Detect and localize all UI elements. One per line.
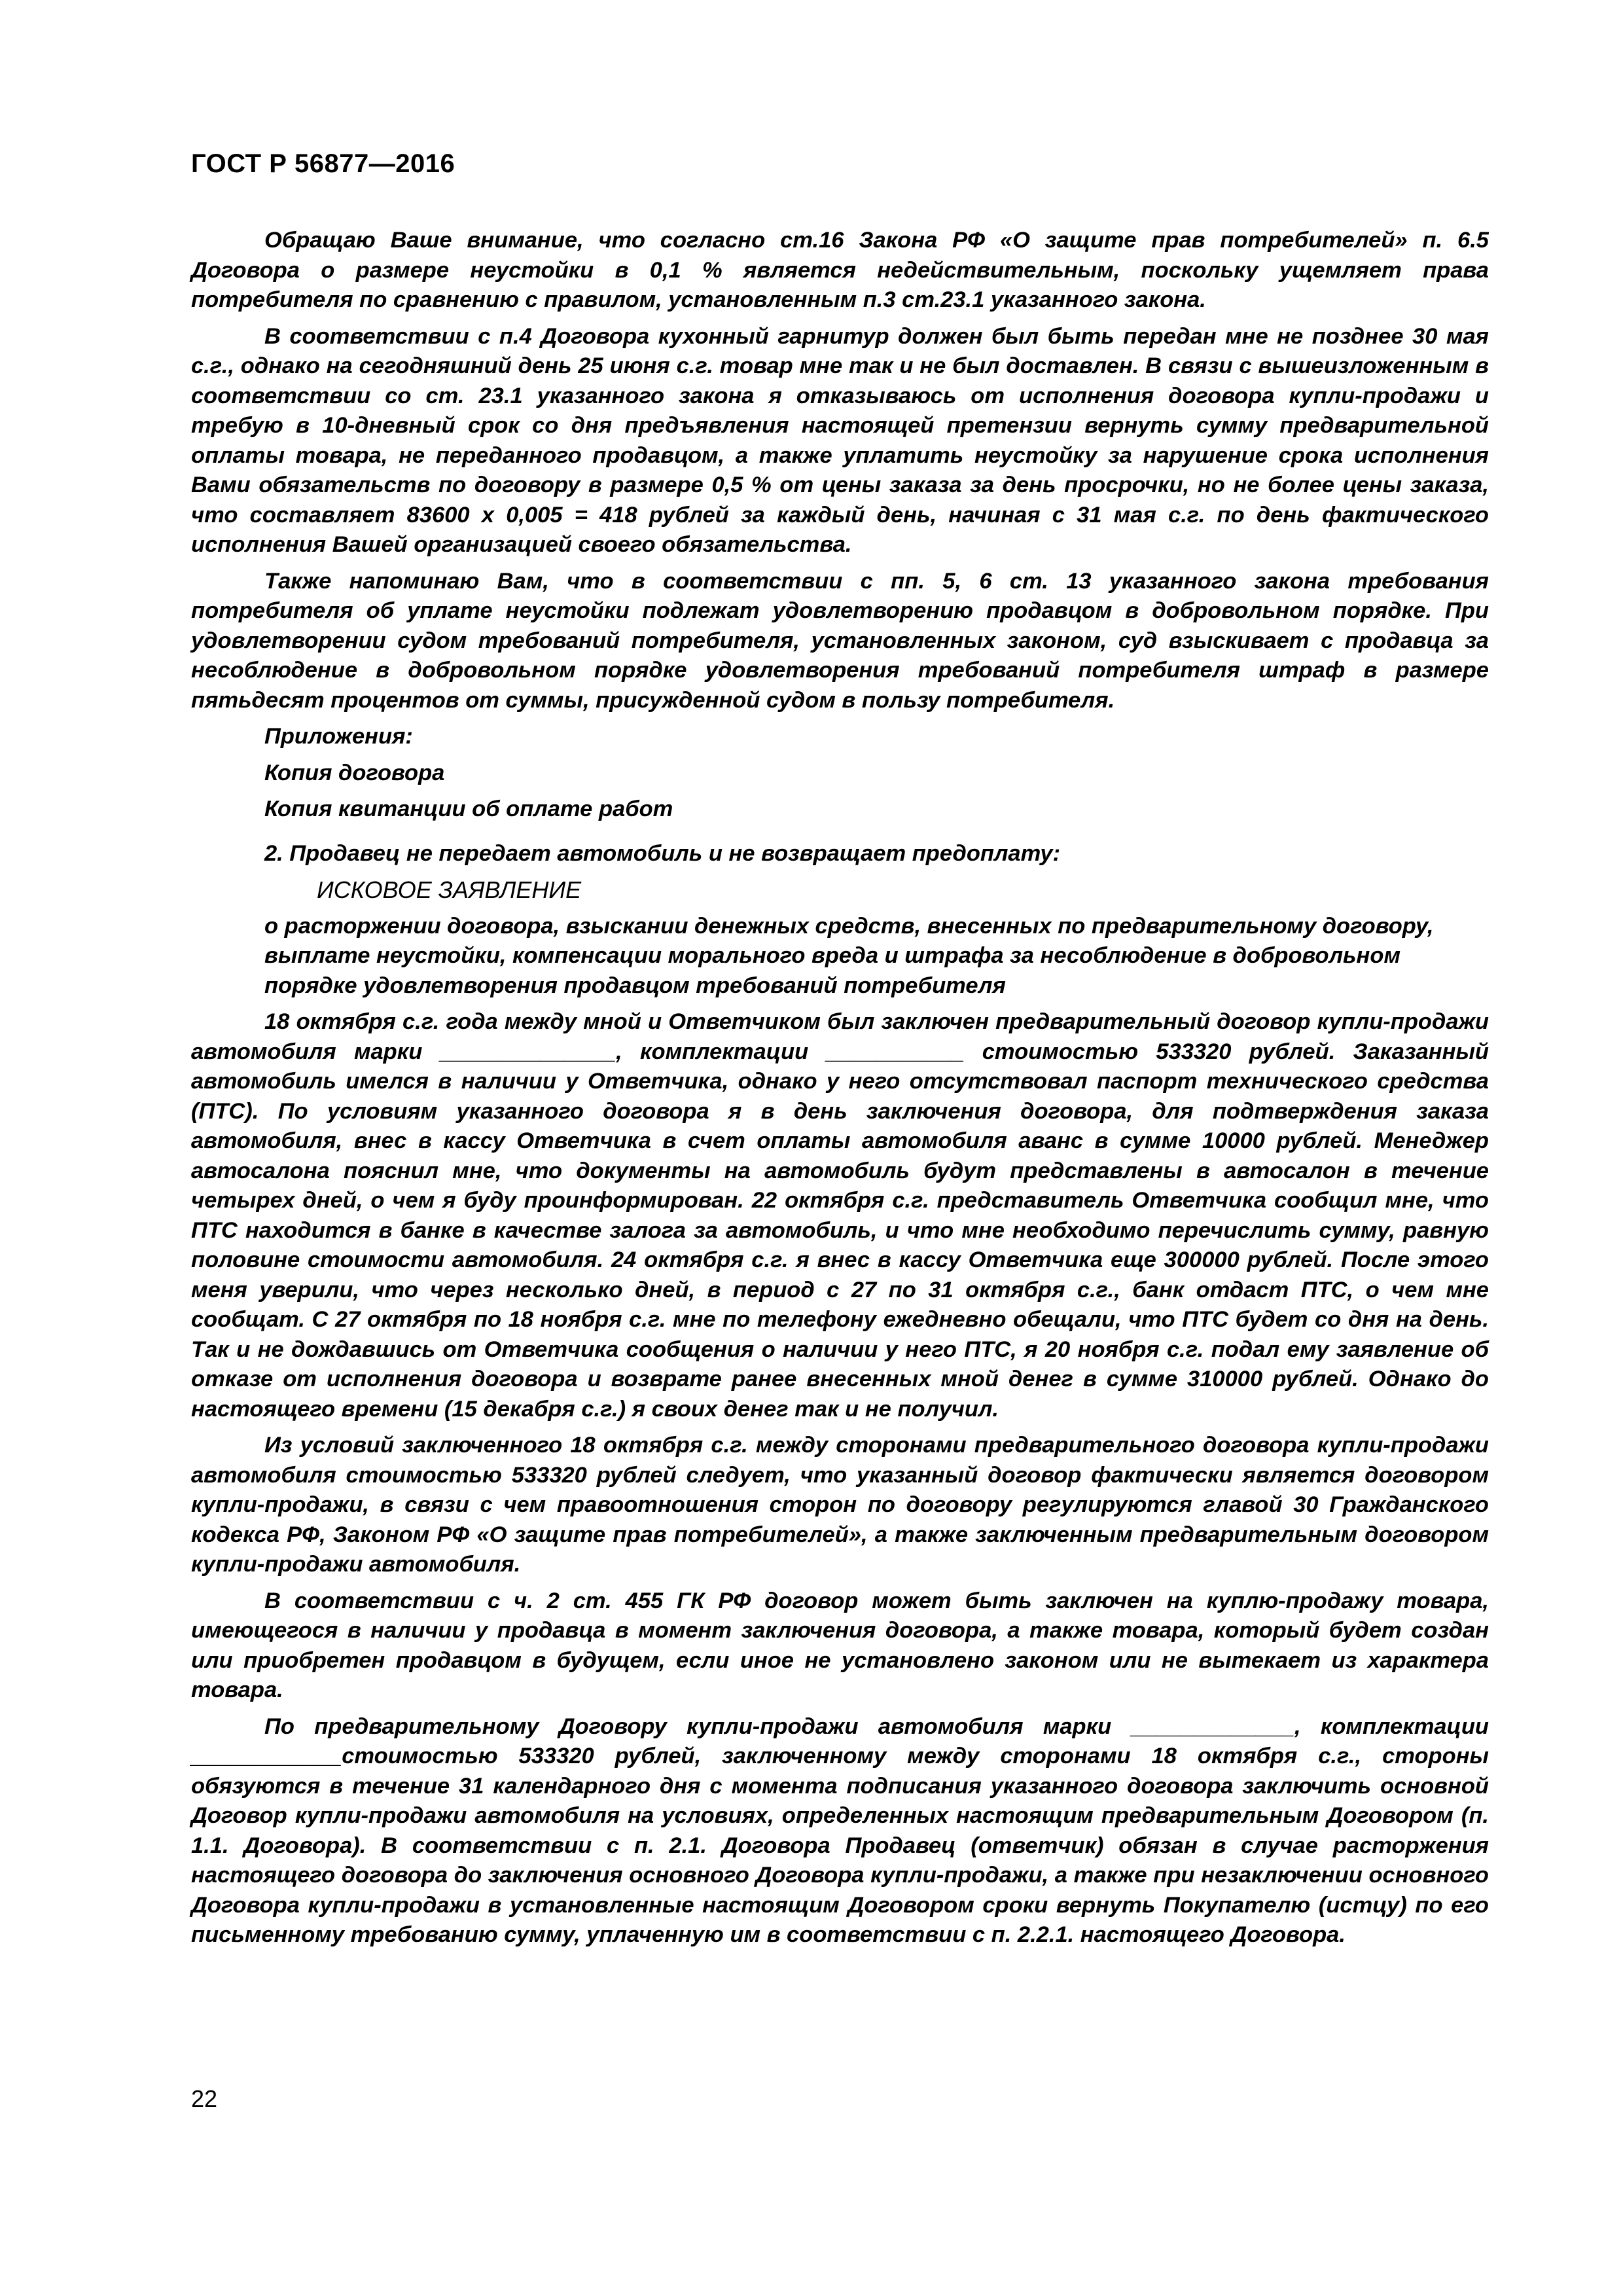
attachment-item: Копия договора (264, 760, 445, 785)
paragraph: Из условий заключенного 18 октября с.г. между сторонами предварительного договора купли-продажи автомобиля стоимостью 533320 рублей следует, что указанный договор фактически является договором купли-продажи, в связи с чем правоотношения сторон по договору регулируются главой 30 Гражданского кодекса РФ, Законом РФ «О защите прав потребителей», а также заключенным предварительным договором купли-продажи автомобиля. (191, 1433, 1489, 1577)
paragraph: По предварительному Договору купли-продажи автомобиля марки _____________, комплектации ____________стоимостью 533320 рублей, заключенному между сторонами 18 октября с.г., стороны обязуются в течение 31 календарного дня с момента подписания указанного договора заключить основной Договор купли-продажи автомобиля на условиях, определенных настоящим предварительным Договором (п. 1.1. Договора). В соответствии с п. 2.1. Договора Продавец (ответчик) обязан в случае расторжения настоящего договора до заключения основного Договора купли-продажи, а также при незаключении основного Договора купли-продажи в установленные настоящим Договором сроки вернуть Покупателю (истцу) по его письменному требованию сумму, уплаченную им в соответствии с п. 2.2.1. настоящего Договора. (191, 1713, 1489, 1947)
paragraph: 18 октября с.г. года между мной и Ответчиком был заключен предварительный договор купли-продажи автомобиля марки ______________, комплектации ___________ стоимостью 533320 рублей. Заказанный автомобиль имелся в наличии у Ответчика, однако у него отсутствовал паспорт технического средства (ПТС). По условиям указанного договора я в день заключения договора, для подтверждения заказа автомобиля, внес в кассу Ответчика в счет оплаты автомобиля аванс в сумме 10000 рублей. Менеджер автосалона пояснил мне, что документы на автомобиль будут представлены в автосалон в течение четырех дней, о чем я буду проинформирован. 22 октября с.г. представитель Ответчика сообщил мне, что ПТС находится в банке в качестве залога за автомобиль, и что мне необходимо перечислить сумму, равную половине стоимости автомобиля. 24 октября с.г. я внес в кассу Ответчика еще 300000 рублей. После этого меня уверили, что через несколько дней, в период с 27 по 31 октября с.г., банк отдаст ПТС, о чем мне сообщат. С 27 октября по 18 ноября с.г. мне по телефону ежедневно обещали, что ПТС будет со дня на день. Так и не дождавшись от Ответчика сообщения о наличии у него ПТС, я 20 ноября с.г. подал ему заявление об отказе от исполнения договора и возврате ранее внесенных мной денег в сумме 310000 рублей. Однако до настоящего времени (15 декабря с.г.) я своих денег так и не получил. (191, 1009, 1489, 1422)
attachment-item: Копия квитанции об оплате работ (264, 797, 673, 821)
claim-subtitle-line: выплате неустойки, компенсации морального вреда и штрафа за несоблюдение в добровольном (264, 943, 1400, 968)
case-intro: 2. Продавец не передает автомобиль и не возвращает предоплату: (264, 840, 1061, 866)
claim-subtitle (191, 912, 1489, 1001)
claim-title: ИСКОВОЕ ЗАЯВЛЕНИЕ (317, 876, 582, 903)
page-number: 22 (191, 2085, 218, 2112)
attachments-heading: Приложения: (264, 724, 413, 749)
claim-subtitle-line: о расторжении договора, взыскании денежных средств, внесенных по предварительному договору, (264, 913, 1434, 939)
document-body (191, 226, 1489, 1950)
paragraph: В соответствии с ч. 2 ст. 455 ГК РФ договор может быть заключен на куплю-продажу товара, имеющегося в наличии у продавца в момент заключения договора, а также товара, который будет создан или приобретен продавцом в будущем, если иное не установлено законом или не вытекает из характера товара. (191, 1588, 1489, 1702)
paragraph: Также напоминаю Вам, что в соответствии с пп. 5, 6 ст. 13 указанного закона требования потребителя об уплате неустойки подлежат удовлетворению продавцом в добровольном порядке. При удовлетворении судом требований потребителя, установленных законом, суд взыскивает с продавца за несоблюдение в добровольном порядке удовлетворения требований потребителя штраф в размере пятьдесят процентов от суммы, присужденной судом в пользу потребителя. (191, 568, 1489, 713)
paragraph: В соответствии с п.4 Договора кухонный гарнитур должен был быть передан мне не позднее 30 мая с.г., однако на сегодняшний день 25 июня с.г. товар мне так и не был доставлен. В связи с вышеизложенным в соответствии со ст. 23.1 указанного закона я отказываюсь от исполнения договора купли-продажи и требую в 10-дневный срок со дня предъявления настоящей претензии вернуть сумму предварительной оплаты товара, не переданного продавцом, а также уплатить неустойку за нарушение срока исполнения Вами обязательств по договору в размере 0,5 % от цены заказа за день просрочки, но не более цены заказа, что составляет 83600 х 0,005 = 418 рублей за каждый день, начиная с 31 мая с.г. по день фактического исполнения Вашей организацией своего обязательства. (191, 323, 1489, 557)
paragraph: Обращаю Ваше внимание, что согласно ст.16 Закона РФ «О защите прав потребителей» п. 6.5 Договора о размере неустойки в 0,1 % является недействительным, поскольку ущемляет права потребителя по сравнению с правилом, установленным п.3 ст.23.1 указанного закона. (191, 228, 1489, 312)
document-header: ГОСТ Р 56877—2016 (191, 149, 455, 178)
claim-subtitle-line: порядке удовлетворения продавцом требований потребителя (264, 973, 1006, 998)
